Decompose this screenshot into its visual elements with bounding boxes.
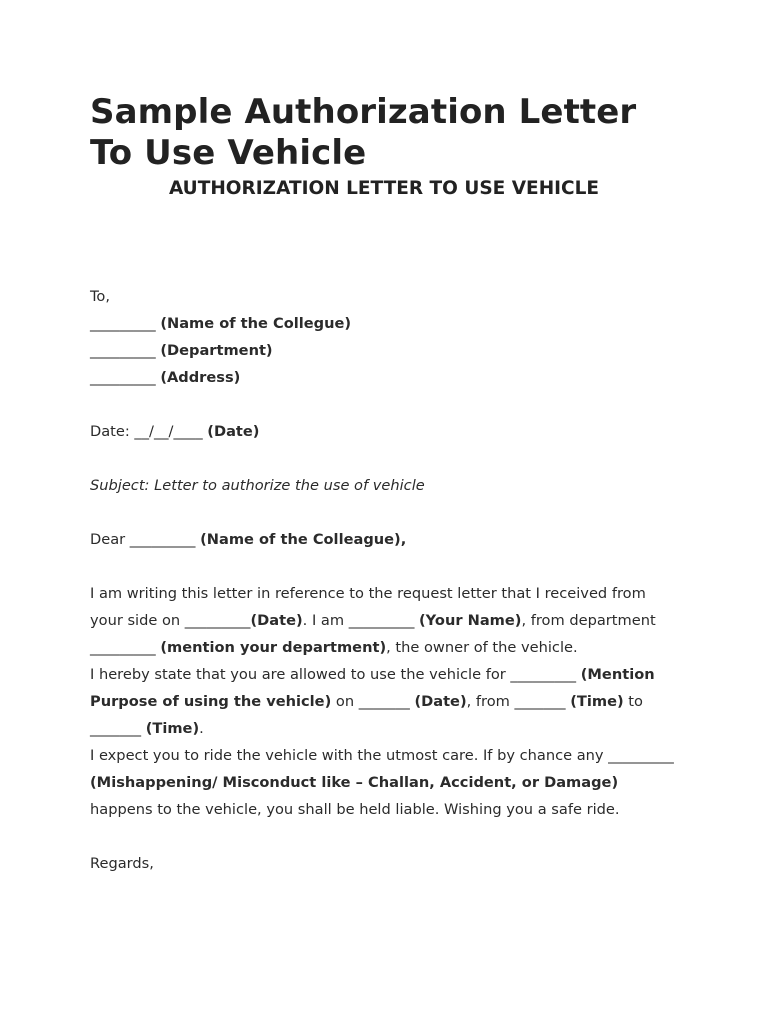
paragraph-request [90, 580, 680, 661]
paragraph-authorization [90, 661, 680, 742]
spacer [90, 445, 680, 472]
subject-line: Subject: Letter to authorize the use of vehicle [90, 477, 425, 494]
address-blank: _________ [90, 369, 161, 386]
p3-hint-mishappening: (Mishappening/ Misconduct like – Challan, Accident, or Damage) [90, 774, 619, 791]
college-hint: (Name of the Collegue) [160, 315, 352, 332]
spacer [90, 391, 680, 418]
spacer [90, 499, 680, 526]
recipient-department-line [90, 337, 680, 364]
date-line [90, 418, 680, 445]
date-prefix: Date: __/__/____ [90, 423, 208, 440]
greeting-prefix: Dear _________ [90, 531, 201, 548]
department-blank: _________ [90, 342, 161, 359]
p3-text-2: happens to the vehicle, you shall be held liable. Wishing you a safe ride. [90, 801, 620, 818]
p1-text-1: I am writing this letter in reference to the request letter that I received from your side on _________ [90, 585, 646, 629]
recipient-address-line [90, 364, 680, 391]
p2-text-2: on _______ [331, 693, 415, 710]
p1-hint-department: (mention your department) [160, 639, 387, 656]
p1-text-4: , the owner of the vehicle. [386, 639, 578, 656]
p2-text-1: I hereby state that you are allowed to use the vehicle for _________ [90, 666, 581, 683]
greeting-hint: (Name of the Colleague), [200, 531, 407, 548]
spacer [90, 553, 680, 580]
p2-hint-time-to: (Time) [145, 720, 200, 737]
letter-heading: AUTHORIZATION LETTER TO USE VEHICLE [168, 178, 600, 199]
letter-body [90, 283, 680, 877]
document-title: Sample Authorization Letter To Use Vehicle [90, 92, 637, 173]
paragraph-liability [90, 742, 680, 823]
p1-text-2: . I am _________ [302, 612, 420, 629]
spacer [90, 823, 680, 850]
p2-text-4: to _______ [90, 693, 643, 737]
p2-text-3: , from _______ [466, 693, 571, 710]
p2-hint-purpose: (Mention Purpose of using the vehicle) [90, 666, 655, 710]
p2-text-5: . [199, 720, 204, 737]
address-hint: (Address) [160, 369, 241, 386]
p1-text-3: , from department _________ [90, 612, 656, 656]
recipient-college-line [90, 310, 680, 337]
closing-regards: Regards, [90, 855, 154, 872]
date-hint: (Date) [207, 423, 260, 440]
p1-hint-date: (Date) [250, 612, 303, 629]
p2-hint-time-from: (Time) [570, 693, 624, 710]
p1-hint-name: (Your Name) [419, 612, 522, 629]
p2-hint-date: (Date) [414, 693, 467, 710]
p3-text-1: I expect you to ride the vehicle with the utmost care. If by chance any _________ [90, 747, 674, 764]
recipient-to: To, [90, 288, 111, 305]
college-blank: _________ [90, 315, 161, 332]
document-header [90, 92, 690, 202]
department-hint: (Department) [160, 342, 273, 359]
greeting-line [90, 526, 680, 553]
